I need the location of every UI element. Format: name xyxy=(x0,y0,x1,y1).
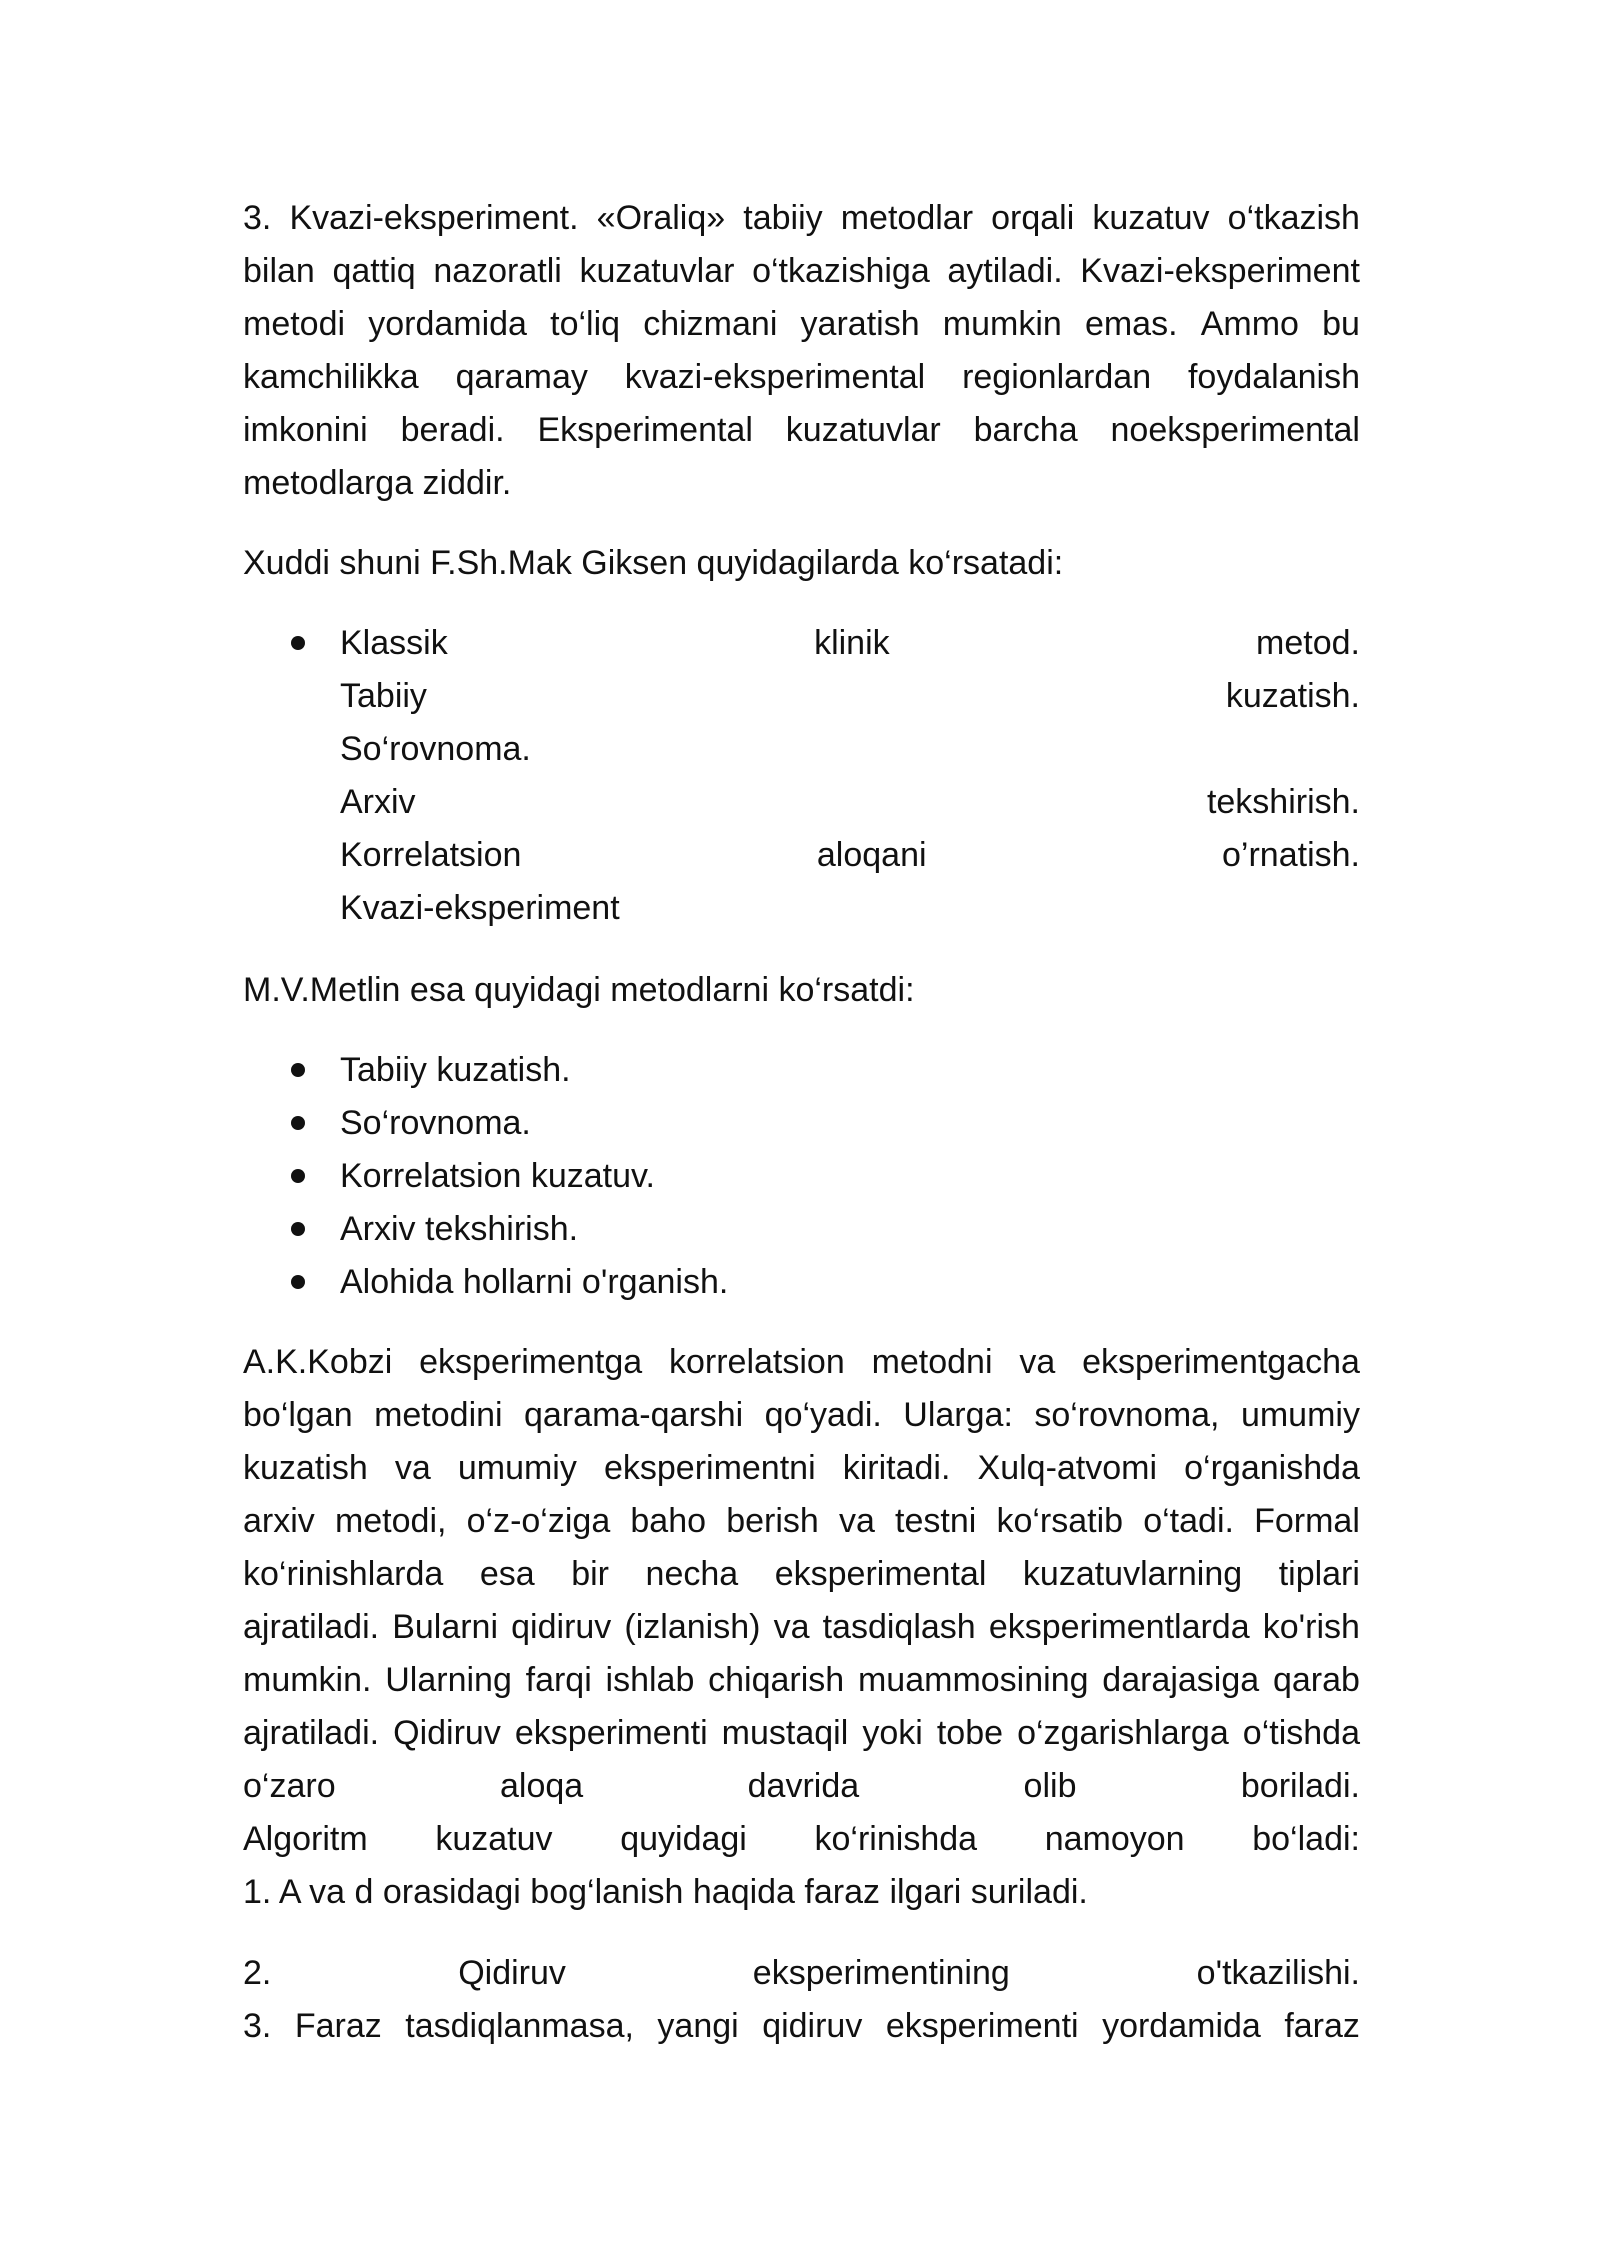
list-item: Tabiiy kuzatish. xyxy=(340,1051,571,1089)
text-line: ajratiladi. Qidiruv eksperimenti mustaqil yoki tobe o‘zgarishlarga o‘tishda xyxy=(243,1714,1360,1752)
text-line: A.K.Kobzi eksperimentga korrelatsion metodni va eksperimentgacha xyxy=(243,1343,1360,1381)
bullet-icon xyxy=(291,636,305,650)
paragraph-mak-giksen: Xuddi shuni F.Sh.Mak Giksen quyidagilarda ko‘rsatadi: xyxy=(243,544,1064,582)
text-line: ajratiladi. Bularni qidiruv (izlanish) va tasdiqlash eksperimentlarda ko'rish xyxy=(243,1608,1360,1646)
bullet-icon xyxy=(291,1063,305,1077)
bullet-icon xyxy=(291,1116,305,1130)
text-line: kamchilikka qaramay kvazi-eksperimental regionlardan foydalanish xyxy=(243,358,1360,396)
text-line: imkonini beradi. Eksperimental kuzatuvlar barcha noeksperimental xyxy=(243,411,1360,449)
text-line: ko‘rinishlarda esa bir necha eksperimental kuzatuvlarning tiplari xyxy=(243,1555,1360,1593)
text-line: 2. Qidiruv eksperimentining o'tkazilishi. xyxy=(243,1954,1360,1992)
list-item: Arxiv tekshirish. xyxy=(340,1210,579,1248)
list-item-continuation: So‘rovnoma. xyxy=(340,730,531,768)
text-line: kuzatish va umumiy eksperimentni kiritadi. Xulq-atvomi o‘rganishda xyxy=(243,1449,1360,1487)
text-line: mumkin. Ularning farqi ishlab chiqarish muammosining darajasiga qarab xyxy=(243,1661,1360,1699)
list-item: So‘rovnoma. xyxy=(340,1104,531,1142)
text-line: 3. Kvazi-eksperiment. «Oraliq» tabiiy metodlar orqali kuzatuv o‘tkazish xyxy=(243,199,1360,237)
bullet-icon xyxy=(291,1275,305,1289)
text-line: Algoritm kuzatuv quyidagi ko‘rinishda namoyon bo‘ladi: xyxy=(243,1820,1360,1858)
text-line: arxiv metodi, o‘z-o‘ziga baho berish va testni ko‘rsatib o‘tadi. Formal xyxy=(243,1502,1360,1540)
bullet-icon xyxy=(291,1222,305,1236)
text-line: bo‘lgan metodini qarama-qarshi qo‘yadi. Ularga: so‘rovnoma, umumiy xyxy=(243,1396,1360,1434)
list-item-continuation: Arxiv tekshirish. xyxy=(340,783,1360,821)
list-item: Alohida hollarni o'rganish. xyxy=(340,1263,729,1301)
list-item: Korrelatsion kuzatuv. xyxy=(340,1157,655,1195)
text-line: 3. Faraz tasdiqlanmasa, yangi qidiruv eksperimenti yordamida faraz xyxy=(243,2007,1360,2045)
list-item-continuation: Korrelatsion aloqani o’rnatish. xyxy=(340,836,1360,874)
bullet-icon xyxy=(291,1169,305,1183)
text-line: 1. A va d orasidagi bog‘lanish haqida faraz ilgari suriladi. xyxy=(243,1873,1088,1911)
text-line: metodlarga ziddir. xyxy=(243,464,512,502)
list-item-continuation: Tabiiy kuzatish. xyxy=(340,677,1360,715)
paragraph-metlin: M.V.Metlin esa quyidagi metodlarni ko‘rsatdi: xyxy=(243,971,915,1009)
list-item-continuation: Kvazi-eksperiment xyxy=(340,889,620,927)
list-item: Klassik klinik metod. xyxy=(340,624,1360,662)
text-line: o‘zaro aloqa davrida olib boriladi. xyxy=(243,1767,1360,1805)
text-line: metodi yordamida to‘liq chizmani yaratish mumkin emas. Ammo bu xyxy=(243,305,1360,343)
text-line: bilan qattiq nazoratli kuzatuvlar o‘tkazishiga aytiladi. Kvazi-eksperiment xyxy=(243,252,1360,290)
